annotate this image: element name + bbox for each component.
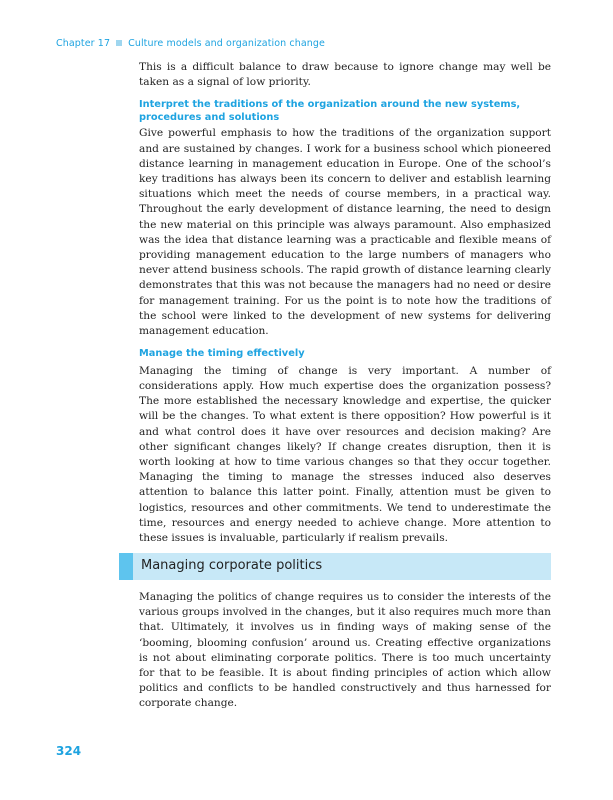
subheading-timing: Manage the timing effectively [139, 348, 305, 360]
politics-text [139, 590, 551, 712]
main-text [139, 60, 551, 546]
section-title: Managing corporate politics [141, 558, 323, 573]
section-heading-band [119, 553, 551, 580]
traditions-paragraph: Give powerful emphasis to how the traditions of the organization support and are sustained by changes. I work for a business school which pioneered distance learning in management education in Europe. One of the school’s key traditions has always been its concern to deliver and establish learning situations which meet the needs of course members, in a practical way. Throughout the early development of distance learning, the need to design the new material on this principle was always paramount. Also emphasized was the idea that distance learning was a practicable and flexible means of providing management education to the large numbers of managers who never attend business schools. The rapid growth of distance learning clearly demonstrates that this was not because the managers had no need or desire for management training. For us the point is to note how the traditions of the school were linked to the development of new systems for delivering management education. [139, 127, 551, 338]
chapter-title: Culture models and organization change [128, 38, 325, 49]
politics-paragraph: Managing the politics of change requires us to consider the interests of the various groups involved in the changes, but it also requires much more than that. Ultimately, it involves us in finding ways of making sense of the ‘booming, blooming confusion’ around us. Creating effective organizations is not about eliminating corporate politics. There is too much uncertainty for that to be feasible. It is about finding principles of action which allow politics and conflicts to be handled constructively and thus harnessed for corporate change. [139, 591, 551, 710]
intro-paragraph: This is a difficult balance to draw because to ignore change may well be taken as a signal of low priority. [139, 61, 551, 89]
timing-paragraph: Managing the timing of change is very important. A number of considerations apply. How much expertise does the organization possess? The more established the necessary knowledge and expertise, the quicker will be the changes. To what extent is there opposition? How powerful is it and what control does it have over resources and decision making? Are other significant changes likely? If change creates disruption, then it is worth looking at how to time various changes so that they occur together. Managing the timing to manage the stresses induced also deserves attention to balance this latter point. Finally, attention must be given to logistics, resources and other commitments. We tend to underestimate the time, resources and energy needed to achieve change. More attention to these issues is invaluable, particularly if realism prevails. [139, 364, 551, 544]
square-bullet-icon [116, 40, 122, 46]
chapter-label: Chapter 17 [56, 38, 111, 49]
subheading-traditions: Interpret the traditions of the organization around the new systems, procedures and solutions [139, 99, 521, 123]
section-marker [119, 553, 133, 580]
running-head [56, 38, 325, 49]
page-number: 324 [56, 744, 82, 758]
